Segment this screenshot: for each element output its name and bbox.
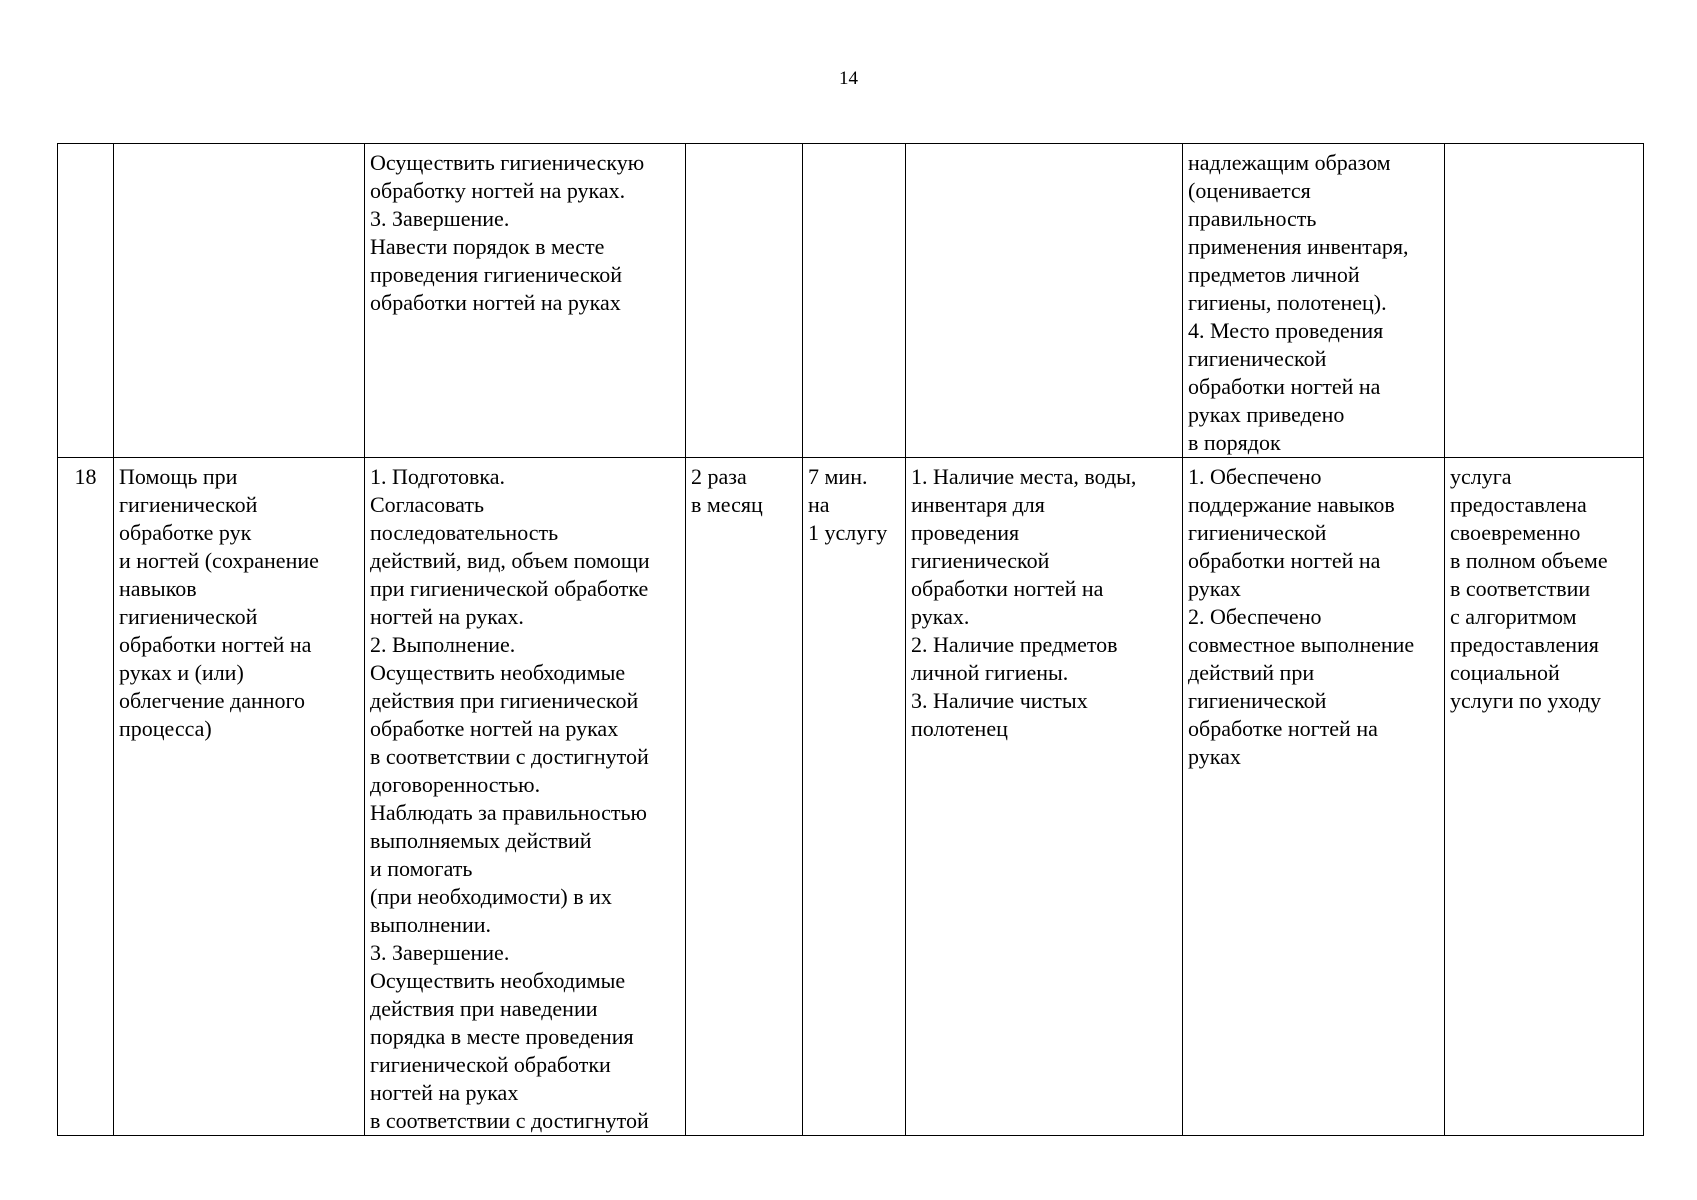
cell-text-line: обработки ногтей на руках xyxy=(370,290,621,315)
cell-text-line: 2. Выполнение. xyxy=(370,632,516,657)
cell-text-line: порядка в месте проведения xyxy=(370,1024,634,1049)
cell-text-line: руках и (или) xyxy=(119,660,244,685)
cell-text-line: обработки ногтей на xyxy=(119,632,312,657)
cell-text-line: последовательность xyxy=(370,520,559,545)
cell-text-line: инвентаря для xyxy=(911,492,1045,517)
cell-text-line: Осуществить необходимые xyxy=(370,968,626,993)
cell-text-line: в порядок xyxy=(1188,430,1281,455)
cell-text-line: услуга xyxy=(1450,464,1512,489)
cell-text-line: гигиенической xyxy=(911,548,1050,573)
cell-text-line: полотенец xyxy=(911,716,1008,741)
services-table xyxy=(57,143,1644,1136)
cell-text-line: действий, вид, объем помощи xyxy=(370,548,650,573)
cell-text-line: 2. Наличие предметов xyxy=(911,632,1118,657)
cell-text-line: 18 xyxy=(74,464,97,489)
cell-text-line: предоставлена xyxy=(1450,492,1587,517)
cell-text-line: ногтей на руках. xyxy=(370,604,524,629)
cell-service-name xyxy=(114,144,365,458)
cell-text-line: услуги по уходу xyxy=(1450,688,1602,713)
cell-text-line: действий при xyxy=(1188,660,1315,685)
cell-text-line: гигиенической xyxy=(1188,520,1327,545)
cell-text-line: Навести порядок в месте xyxy=(370,234,605,259)
cell-text-line: обработке рук xyxy=(119,520,252,545)
cell-text-line: (при необходимости) в их xyxy=(370,884,612,909)
cell-text-line: 3. Завершение. xyxy=(370,940,510,965)
table-row-continued xyxy=(58,144,1644,458)
cell-text-line: при гигиенической обработке xyxy=(370,576,649,601)
cell-text-line: Осуществить необходимые xyxy=(370,660,626,685)
cell-text-line: в соответствии с достигнутой xyxy=(370,1108,649,1133)
cell-result-assessment xyxy=(1445,144,1644,458)
cell-text-line: обработку ногтей на руках. xyxy=(370,178,626,203)
cell-text-line: Согласовать xyxy=(370,492,485,517)
cell-service-description xyxy=(365,458,686,1136)
cell-text-line: в полном объеме xyxy=(1450,548,1608,573)
cell-text-line: применения инвентаря, xyxy=(1188,234,1409,259)
cell-text-line: в соответствии xyxy=(1450,576,1591,601)
cell-text-line: и помогать xyxy=(370,856,473,881)
cell-text-line: выполнении. xyxy=(370,912,491,937)
cell-text-line: 1. Подготовка. xyxy=(370,464,505,489)
cell-conditions xyxy=(906,458,1183,1136)
cell-text-line: 3. Наличие чистых xyxy=(911,688,1088,713)
cell-text-line: предметов личной xyxy=(1188,262,1360,287)
cell-text-line: проведения гигиенической xyxy=(370,262,623,287)
cell-text-line: выполняемых действий xyxy=(370,828,592,853)
cell-text-line: руках приведено xyxy=(1188,402,1345,427)
cell-number xyxy=(58,458,114,1136)
cell-text-line: на xyxy=(808,492,830,517)
cell-text-line: 1. Обеспечено xyxy=(1188,464,1322,489)
cell-text-line: Наблюдать за правильностью xyxy=(370,800,647,825)
cell-text-line: совместное выполнение xyxy=(1188,632,1415,657)
cell-text-line: гигиены, полотенец). xyxy=(1188,290,1387,315)
cell-text-line: обработки ногтей на xyxy=(1188,548,1381,573)
page-number: 14 xyxy=(839,68,858,89)
cell-text-line: 4. Место проведения xyxy=(1188,318,1384,343)
cell-periodicity xyxy=(686,458,803,1136)
cell-text-line: с алгоритмом xyxy=(1450,604,1577,629)
cell-text-line: правильность xyxy=(1188,206,1317,231)
cell-text-line: ногтей на руках xyxy=(370,1080,519,1105)
cell-text-line: в месяц xyxy=(691,492,763,517)
cell-text-line: руках xyxy=(1188,576,1241,601)
cell-time-norm xyxy=(803,144,906,458)
cell-text-line: (оценивается xyxy=(1188,178,1311,203)
cell-text-line: обработки ногтей на xyxy=(1188,374,1381,399)
cell-text-line: 1 услугу xyxy=(808,520,888,545)
cell-service-name xyxy=(114,458,365,1136)
cell-result-assessment xyxy=(1445,458,1644,1136)
cell-text-line: действия при наведении xyxy=(370,996,598,1021)
cell-text-line: Осуществить гигиеническую xyxy=(370,150,645,175)
cell-text-line: руках xyxy=(1188,744,1241,769)
cell-text-line: в соответствии с достигнутой xyxy=(370,744,649,769)
cell-text-line: проведения xyxy=(911,520,1020,545)
cell-text-line: гигиенической обработки xyxy=(370,1052,611,1077)
cell-text-line: социальной xyxy=(1450,660,1560,685)
cell-service-description xyxy=(365,144,686,458)
cell-text-line: 2 раза xyxy=(691,464,747,489)
cell-text-line: надлежащим образом xyxy=(1188,150,1391,175)
cell-text-line: 1. Наличие места, воды, xyxy=(911,464,1137,489)
cell-text-line: своевременно xyxy=(1450,520,1581,545)
cell-quality-indicators xyxy=(1183,458,1445,1136)
cell-time-norm xyxy=(803,458,906,1136)
cell-text-line: гигиенической xyxy=(1188,688,1327,713)
cell-text-line: навыков xyxy=(119,576,197,601)
cell-text-line: Помощь при xyxy=(119,464,238,489)
cell-text-line: обработке ногтей на руках xyxy=(370,716,619,741)
cell-text-line: обработке ногтей на xyxy=(1188,716,1378,741)
cell-text-line: руках. xyxy=(911,604,970,629)
cell-quality-indicators xyxy=(1183,144,1445,458)
cell-text-line: обработки ногтей на xyxy=(911,576,1104,601)
cell-text-line: процесса) xyxy=(119,716,212,741)
cell-text-line: и ногтей (сохранение xyxy=(119,548,319,573)
table-row-18 xyxy=(58,458,1644,1136)
cell-text-line: 3. Завершение. xyxy=(370,206,510,231)
cell-text-line: 2. Обеспечено xyxy=(1188,604,1322,629)
cell-text-line: гигиенической xyxy=(119,604,258,629)
cell-text-line: договоренностью. xyxy=(370,772,541,797)
cell-text-line: облегчение данного xyxy=(119,688,306,713)
cell-text-line: действия при гигиенической xyxy=(370,688,639,713)
cell-conditions xyxy=(906,144,1183,458)
cell-text-line: гигиенической xyxy=(119,492,258,517)
cell-text-line: предоставления xyxy=(1450,632,1599,657)
cell-text-line: личной гигиены. xyxy=(911,660,1069,685)
cell-periodicity xyxy=(686,144,803,458)
cell-text-line: поддержание навыков xyxy=(1188,492,1395,517)
cell-number xyxy=(58,144,114,458)
cell-text-line: 7 мин. xyxy=(808,464,868,489)
cell-text-line: гигиенической xyxy=(1188,346,1327,371)
